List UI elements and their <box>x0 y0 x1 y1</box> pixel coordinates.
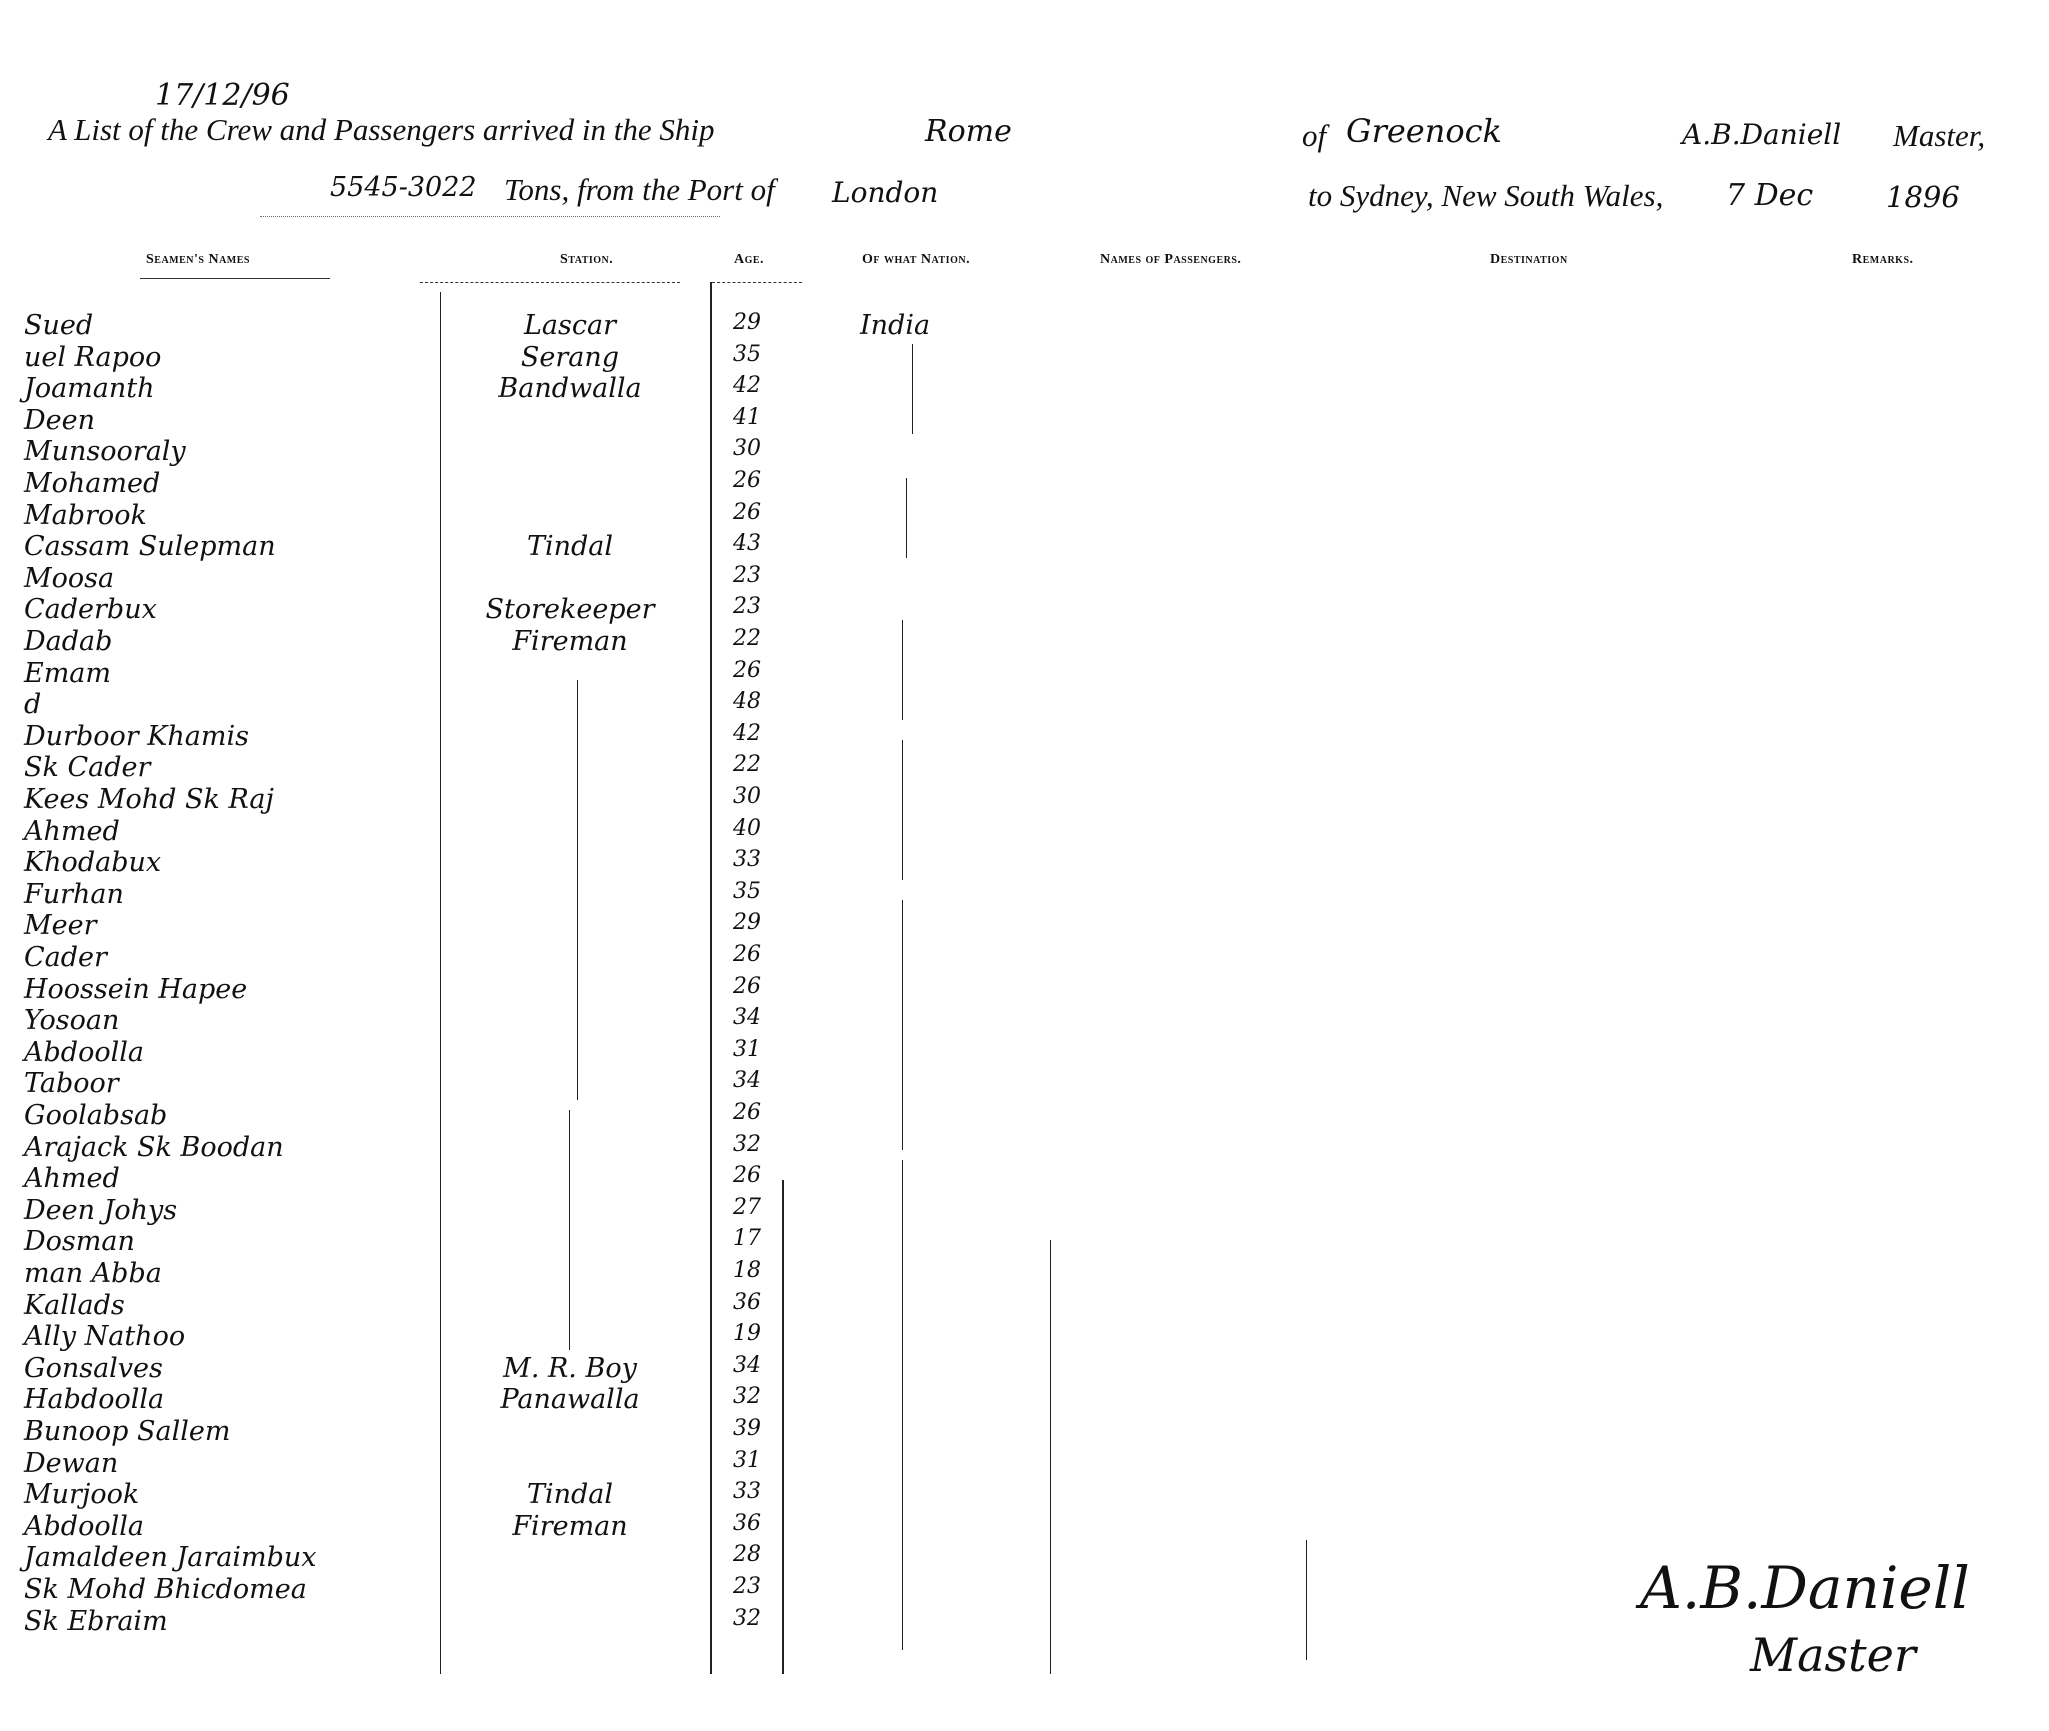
seaman-name: Deen Johys <box>24 1194 178 1226</box>
seaman-name: man Abba <box>24 1258 162 1289</box>
seaman-name: Arajack Sk Boodan <box>24 1131 284 1163</box>
seaman-name: Ahmed <box>24 1163 120 1195</box>
table-row <box>0 1416 2049 1447</box>
seaman-name: Sued <box>24 310 94 341</box>
table-row <box>0 500 2049 531</box>
to-sydney-label: to Sydney, New South Wales, <box>1308 178 1664 213</box>
seaman-name: Kees Mohd Sk Raj <box>24 784 274 815</box>
col-head-passengers: Names of Passengers. <box>1100 252 1242 267</box>
master-name: A.B.Daniell <box>1682 118 1842 151</box>
station-cell: Tindal <box>526 531 614 563</box>
age-cell: 22 <box>733 626 761 651</box>
age-cell: 28 <box>733 1542 761 1568</box>
col-head-seamen: Seamen's Names <box>146 252 250 267</box>
header-rule <box>260 216 720 217</box>
age-cell: 34 <box>733 1068 761 1094</box>
age-cell: 17 <box>733 1226 761 1252</box>
table-row <box>0 563 2049 594</box>
age-cell: 26 <box>733 468 761 493</box>
table-row <box>0 1321 2049 1352</box>
age-cell: 23 <box>733 594 761 620</box>
seaman-name: Sk Ebraim <box>24 1605 168 1637</box>
age-cell: 31 <box>733 1447 761 1473</box>
station-cell: Tindal <box>526 1479 614 1511</box>
age-cell: 36 <box>733 1510 761 1536</box>
age-cell: 26 <box>733 657 761 683</box>
age-cell: 26 <box>733 942 761 967</box>
table-row <box>0 1511 2049 1542</box>
table-row <box>0 1226 2049 1257</box>
table-row <box>0 879 2049 910</box>
station-cell: Lascar <box>523 310 616 341</box>
seaman-name: Meer <box>24 910 97 942</box>
table-row <box>0 342 2049 373</box>
seaman-name: Deen <box>24 404 95 436</box>
table-row <box>0 721 2049 752</box>
seaman-name: Abdoolla <box>24 1510 144 1542</box>
seaman-name: Taboor <box>24 1068 119 1100</box>
age-cell: 29 <box>733 910 761 936</box>
age-cell: 26 <box>733 499 761 525</box>
of-port-label: of <box>1302 118 1327 153</box>
seaman-name: Sk Mohd Bhicdomea <box>24 1574 307 1605</box>
seaman-name: Kallads <box>24 1289 125 1321</box>
table-row <box>0 1100 2049 1131</box>
underline-age <box>712 282 802 283</box>
seaman-name: Hoossein Hapee <box>24 973 248 1005</box>
table-row <box>0 1448 2049 1479</box>
age-cell: 41 <box>733 404 761 430</box>
master-signature: A.B.Daniell <box>1640 1554 1970 1622</box>
station-cell: Storekeeper <box>485 594 655 626</box>
seaman-name: Murjook <box>24 1479 140 1511</box>
table-row <box>0 816 2049 847</box>
seaman-name: Dosman <box>24 1226 135 1258</box>
underline-station <box>420 282 680 283</box>
header-title: A List of the Crew and Passengers arrived in the Ship <box>48 112 715 147</box>
seaman-name: Abdoolla <box>24 1036 144 1068</box>
seaman-name: Dadab <box>24 626 113 657</box>
table-row <box>0 942 2049 973</box>
age-cell: 22 <box>733 752 761 778</box>
age-cell: 35 <box>733 878 761 904</box>
seaman-name: Mabrook <box>24 499 147 531</box>
home-port: Greenock <box>1346 112 1502 150</box>
table-row <box>0 689 2049 720</box>
age-cell: 33 <box>733 1479 761 1505</box>
station-cell: Serang <box>520 341 620 373</box>
table-row <box>0 1005 2049 1036</box>
table-row <box>0 974 2049 1005</box>
station-cell: M. R. Boy <box>503 1352 637 1384</box>
table-row <box>0 1384 2049 1415</box>
table-row <box>0 1290 2049 1321</box>
table-row <box>0 784 2049 815</box>
nation-cell: India <box>860 310 931 341</box>
age-cell: 30 <box>733 784 761 809</box>
table-row <box>0 752 2049 783</box>
table-row <box>0 1163 2049 1194</box>
seaman-name: Habdoolla <box>24 1384 165 1416</box>
table-row <box>0 1132 2049 1163</box>
age-cell: 42 <box>733 720 761 746</box>
age-cell: 35 <box>733 341 761 367</box>
age-cell: 34 <box>733 1005 761 1031</box>
table-row <box>0 436 2049 467</box>
table-row <box>0 531 2049 562</box>
station-cell: Panawalla <box>500 1384 640 1416</box>
tons-figures: 5545-3022 <box>330 172 477 203</box>
master-signature-title: Master <box>1750 1628 1916 1682</box>
seaman-name: d <box>24 689 42 721</box>
seaman-name: Furhan <box>24 878 124 910</box>
tons-label: Tons, from the Port of <box>504 172 775 207</box>
master-label: Master, <box>1893 118 1986 153</box>
age-cell: 23 <box>733 562 761 588</box>
table-row <box>0 910 2049 941</box>
age-cell: 32 <box>733 1131 761 1157</box>
table-row <box>0 626 2049 657</box>
table-row <box>0 847 2049 878</box>
seaman-name: Goolabsab <box>24 1100 168 1131</box>
col-head-age: Age. <box>734 252 765 267</box>
col-head-station: Station. <box>560 252 614 267</box>
age-cell: 30 <box>733 436 761 462</box>
seaman-name: Ahmed <box>24 815 120 847</box>
age-cell: 26 <box>733 1163 761 1189</box>
age-cell: 32 <box>733 1384 761 1410</box>
age-cell: 26 <box>733 973 761 999</box>
table-row <box>0 373 2049 404</box>
age-cell: 32 <box>733 1605 761 1631</box>
age-cell: 27 <box>733 1194 761 1220</box>
seaman-name: Caderbux <box>24 594 157 626</box>
seaman-name: Durboor Khamis <box>24 720 249 752</box>
station-cell: Bandwalla <box>498 373 642 405</box>
age-cell: 33 <box>733 847 761 873</box>
age-cell: 31 <box>733 1036 761 1062</box>
age-cell: 42 <box>733 373 761 399</box>
seaman-name: uel Rapoo <box>24 341 162 373</box>
col-head-destination: Destination <box>1490 252 1568 267</box>
table-row <box>0 658 2049 689</box>
col-head-remarks: Remarks. <box>1852 252 1914 267</box>
age-cell: 29 <box>733 310 761 335</box>
age-cell: 43 <box>733 531 761 557</box>
table-row <box>0 594 2049 625</box>
seaman-name: Sk Cader <box>24 752 151 784</box>
age-cell: 23 <box>733 1574 761 1599</box>
arrival-year: 1896 <box>1886 180 1960 214</box>
table-row <box>0 1195 2049 1226</box>
seaman-name: Khodabux <box>24 847 162 879</box>
seaman-name: Moosa <box>24 562 115 594</box>
seaman-name: Bunoop Sallem <box>24 1416 231 1447</box>
seaman-name: Joamanth <box>24 373 155 405</box>
date-note: 17/12/96 <box>155 78 290 113</box>
seaman-name: Ally Nathoo <box>24 1321 186 1353</box>
table-row <box>0 1068 2049 1099</box>
seaman-name: Emam <box>24 657 112 689</box>
age-cell: 18 <box>733 1258 761 1283</box>
seaman-name: Munsooraly <box>24 436 186 468</box>
station-cell: Fireman <box>512 1510 628 1542</box>
ship-name: Rome <box>925 114 1012 149</box>
seaman-name: Cader <box>24 942 107 973</box>
table-row <box>0 1258 2049 1289</box>
from-port: London <box>832 176 939 209</box>
seaman-name: Jamaldeen Jaraimbux <box>24 1542 317 1574</box>
table-row <box>0 405 2049 436</box>
table-row <box>0 1479 2049 1510</box>
table-row <box>0 468 2049 499</box>
table-row <box>0 1037 2049 1068</box>
age-cell: 39 <box>733 1416 761 1441</box>
age-cell: 19 <box>733 1321 761 1347</box>
table-row <box>0 1353 2049 1384</box>
age-cell: 40 <box>733 815 761 841</box>
arrival-date: 7 Dec <box>1726 178 1814 213</box>
age-cell: 36 <box>733 1289 761 1315</box>
age-cell: 34 <box>733 1352 761 1378</box>
col-head-nation: Of what Nation. <box>862 252 971 267</box>
age-cell: 26 <box>733 1100 761 1125</box>
seaman-name: Dewan <box>24 1447 119 1479</box>
table-row <box>0 310 2049 341</box>
seaman-name: Cassam Sulepman <box>24 531 276 563</box>
seaman-name: Yosoan <box>24 1005 120 1037</box>
underline-seamen <box>140 278 330 279</box>
age-cell: 48 <box>733 689 761 715</box>
station-cell: Fireman <box>512 626 628 657</box>
seaman-name: Gonsalves <box>24 1352 163 1384</box>
seaman-name: Mohamed <box>24 468 161 499</box>
